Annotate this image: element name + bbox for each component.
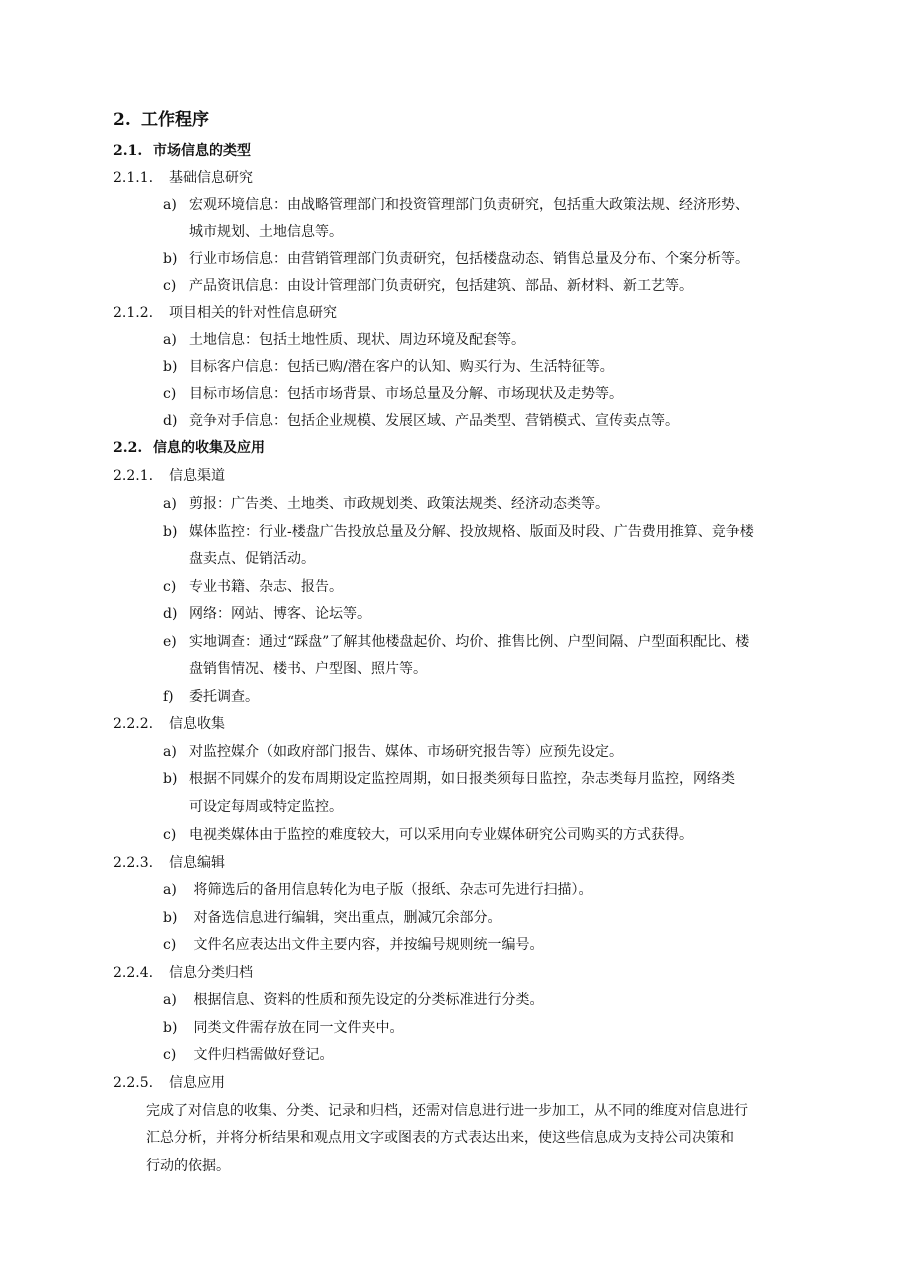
list-marker: b) bbox=[163, 910, 178, 926]
sub-subsection-number: 2.2.5. bbox=[113, 1075, 154, 1091]
subsection-number: 2.1. bbox=[113, 143, 143, 159]
sub-subsection-heading bbox=[113, 963, 253, 983]
list-item-text: 对监控媒介（如政府部门报告、媒体、市场研究报告等）应预先设定。 bbox=[189, 744, 623, 760]
list-item-text: 根据不同媒介的发布周期设定监控周期，如日报类须每日监控，杂志类每月监控，网络类 bbox=[189, 771, 735, 787]
sub-subsection-number: 2.2.2. bbox=[113, 716, 154, 732]
list-marker: f) bbox=[163, 689, 174, 705]
paragraph-line: 完成了对信息的收集、分类、记录和归档，还需对信息进行进一步加工，从不同的维度对信息进行 bbox=[146, 1103, 748, 1119]
sub-subsection-heading bbox=[113, 1073, 225, 1093]
list-marker: c) bbox=[163, 937, 177, 953]
list-item bbox=[163, 195, 749, 215]
list-marker: d) bbox=[163, 606, 178, 622]
list-marker: a) bbox=[163, 197, 177, 213]
sub-subsection-number: 2.1.2. bbox=[113, 305, 154, 321]
list-item bbox=[163, 825, 693, 845]
sub-subsection-heading bbox=[113, 168, 253, 188]
list-item-text: 竞争对手信息：包括企业规模、发展区域、产品类型、营销模式、宣传卖点等。 bbox=[189, 413, 679, 429]
sub-subsection-number: 2.2.3. bbox=[113, 855, 154, 871]
list-marker: a) bbox=[163, 992, 177, 1008]
list-marker: b) bbox=[163, 359, 178, 375]
list-item-text: 电视类媒体由于监控的难度较大，可以采用向专业媒体研究公司购买的方式获得。 bbox=[189, 827, 693, 843]
paragraph-line: 汇总分析，并将分析结果和观点用文字或图表的方式表达出来，使这些信息成为支持公司决策和 bbox=[146, 1130, 734, 1146]
section-heading bbox=[113, 108, 209, 132]
list-item-text: 委托调查。 bbox=[189, 689, 259, 705]
list-item-continuation: 盘销售情况、楼书、户型图、照片等。 bbox=[189, 661, 427, 677]
list-item bbox=[163, 935, 543, 955]
list-item-text: 目标市场信息：包括市场背景、市场总量及分解、市场现状及走势等。 bbox=[189, 386, 623, 402]
sub-subsection-heading bbox=[113, 303, 337, 323]
list-item-text: 产品资讯信息：由设计管理部门负责研究，包括建筑、部品、新材料、新工艺等。 bbox=[189, 278, 693, 294]
sub-subsection-heading bbox=[113, 466, 225, 486]
sub-subsection-heading bbox=[113, 853, 225, 873]
list-item bbox=[163, 880, 592, 900]
list-marker: b) bbox=[163, 524, 178, 540]
subsection-heading bbox=[113, 141, 251, 161]
list-item bbox=[163, 687, 259, 707]
sub-subsection-title: 信息应用 bbox=[169, 1075, 225, 1091]
sub-subsection-number: 2.2.1. bbox=[113, 468, 154, 484]
list-item bbox=[163, 494, 609, 514]
list-item-continuation: 盘卖点、促销活动。 bbox=[189, 551, 315, 567]
list-item-text: 同类文件需存放在同一文件夹中。 bbox=[189, 1020, 404, 1036]
list-marker: a) bbox=[163, 882, 177, 898]
list-marker: c) bbox=[163, 386, 177, 402]
paragraph-line: 行动的依据。 bbox=[146, 1158, 230, 1174]
sub-subsection-number: 2.1.1. bbox=[113, 170, 154, 186]
section-number: 2. bbox=[113, 110, 131, 130]
list-item bbox=[163, 742, 623, 762]
list-item bbox=[163, 604, 371, 624]
list-item bbox=[163, 276, 693, 296]
subsection-title: 信息的收集及应用 bbox=[153, 440, 265, 456]
list-marker: b) bbox=[163, 251, 178, 267]
list-item-text: 目标客户信息：包括已购/潜在客户的认知、购买行为、生活特征等。 bbox=[189, 359, 614, 375]
list-marker: c) bbox=[163, 579, 177, 595]
subsection-number: 2.2. bbox=[113, 440, 143, 456]
list-marker: a) bbox=[163, 496, 177, 512]
list-marker: a) bbox=[163, 332, 177, 348]
list-item-text: 实地调查：通过“踩盘”了解其他楼盘起价、均价、推售比例、户型间隔、户型面积配比、楼 bbox=[189, 634, 750, 650]
list-item-text: 文件归档需做好登记。 bbox=[189, 1047, 334, 1063]
list-marker: c) bbox=[163, 1047, 177, 1063]
sub-subsection-title: 信息收集 bbox=[169, 716, 225, 732]
list-item-text: 网络：网站、博客、论坛等。 bbox=[189, 606, 371, 622]
list-item bbox=[163, 357, 614, 377]
list-item bbox=[163, 990, 543, 1010]
list-item-text: 将筛选后的备用信息转化为电子版（报纸、杂志可先进行扫描）。 bbox=[189, 882, 593, 898]
list-item bbox=[163, 632, 749, 652]
sub-subsection-title: 信息渠道 bbox=[169, 468, 225, 484]
subsection-heading bbox=[113, 438, 265, 458]
sub-subsection-heading bbox=[113, 714, 225, 734]
list-item-continuation: 城市规划、土地信息等。 bbox=[189, 224, 343, 240]
list-marker: b) bbox=[163, 771, 178, 787]
list-item bbox=[163, 577, 343, 597]
sub-subsection-title: 信息分类归档 bbox=[169, 965, 253, 981]
list-item-text: 对备选信息进行编辑，突出重点，删减冗余部分。 bbox=[189, 910, 502, 926]
list-item-text: 文件名应表达出文件主要内容，并按编号规则统一编号。 bbox=[189, 937, 544, 953]
list-item bbox=[163, 1018, 403, 1038]
list-item bbox=[163, 908, 501, 928]
list-item bbox=[163, 384, 623, 404]
list-marker: e) bbox=[163, 634, 177, 650]
subsection-title: 市场信息的类型 bbox=[153, 143, 251, 159]
sub-subsection-title: 项目相关的针对性信息研究 bbox=[169, 305, 337, 321]
list-marker: b) bbox=[163, 1020, 178, 1036]
list-item-text: 剪报：广告类、土地类、市政规划类、政策法规类、经济动态类等。 bbox=[189, 496, 609, 512]
section-title: 工作程序 bbox=[141, 110, 209, 130]
list-item-text: 土地信息：包括土地性质、现状、周边环境及配套等。 bbox=[189, 332, 525, 348]
list-marker: c) bbox=[163, 278, 177, 294]
list-item bbox=[163, 522, 754, 542]
list-item bbox=[163, 411, 679, 431]
list-item-text: 宏观环境信息：由战略管理部门和投资管理部门负责研究，包括重大政策法规、经济形势、 bbox=[189, 197, 749, 213]
list-item-text: 根据信息、资料的性质和预先设定的分类标准进行分类。 bbox=[189, 992, 544, 1008]
list-item-continuation: 可设定每周或特定监控。 bbox=[189, 799, 343, 815]
list-item bbox=[163, 330, 525, 350]
sub-subsection-number: 2.2.4. bbox=[113, 965, 154, 981]
list-marker: d) bbox=[163, 413, 178, 429]
list-item bbox=[163, 769, 735, 789]
list-item-text: 媒体监控：行业-楼盘广告投放总量及分解、投放规格、版面及时段、广告费用推算、竞争楼 bbox=[189, 524, 754, 540]
sub-subsection-title: 信息编辑 bbox=[169, 855, 225, 871]
list-item-text: 行业市场信息：由营销管理部门负责研究，包括楼盘动态、销售总量及分布、个案分析等。 bbox=[189, 251, 749, 267]
list-item-text: 专业书籍、杂志、报告。 bbox=[189, 579, 343, 595]
sub-subsection-title: 基础信息研究 bbox=[169, 170, 253, 186]
list-marker: a) bbox=[163, 744, 177, 760]
list-item bbox=[163, 1045, 333, 1065]
list-marker: c) bbox=[163, 827, 177, 843]
list-item bbox=[163, 249, 749, 269]
